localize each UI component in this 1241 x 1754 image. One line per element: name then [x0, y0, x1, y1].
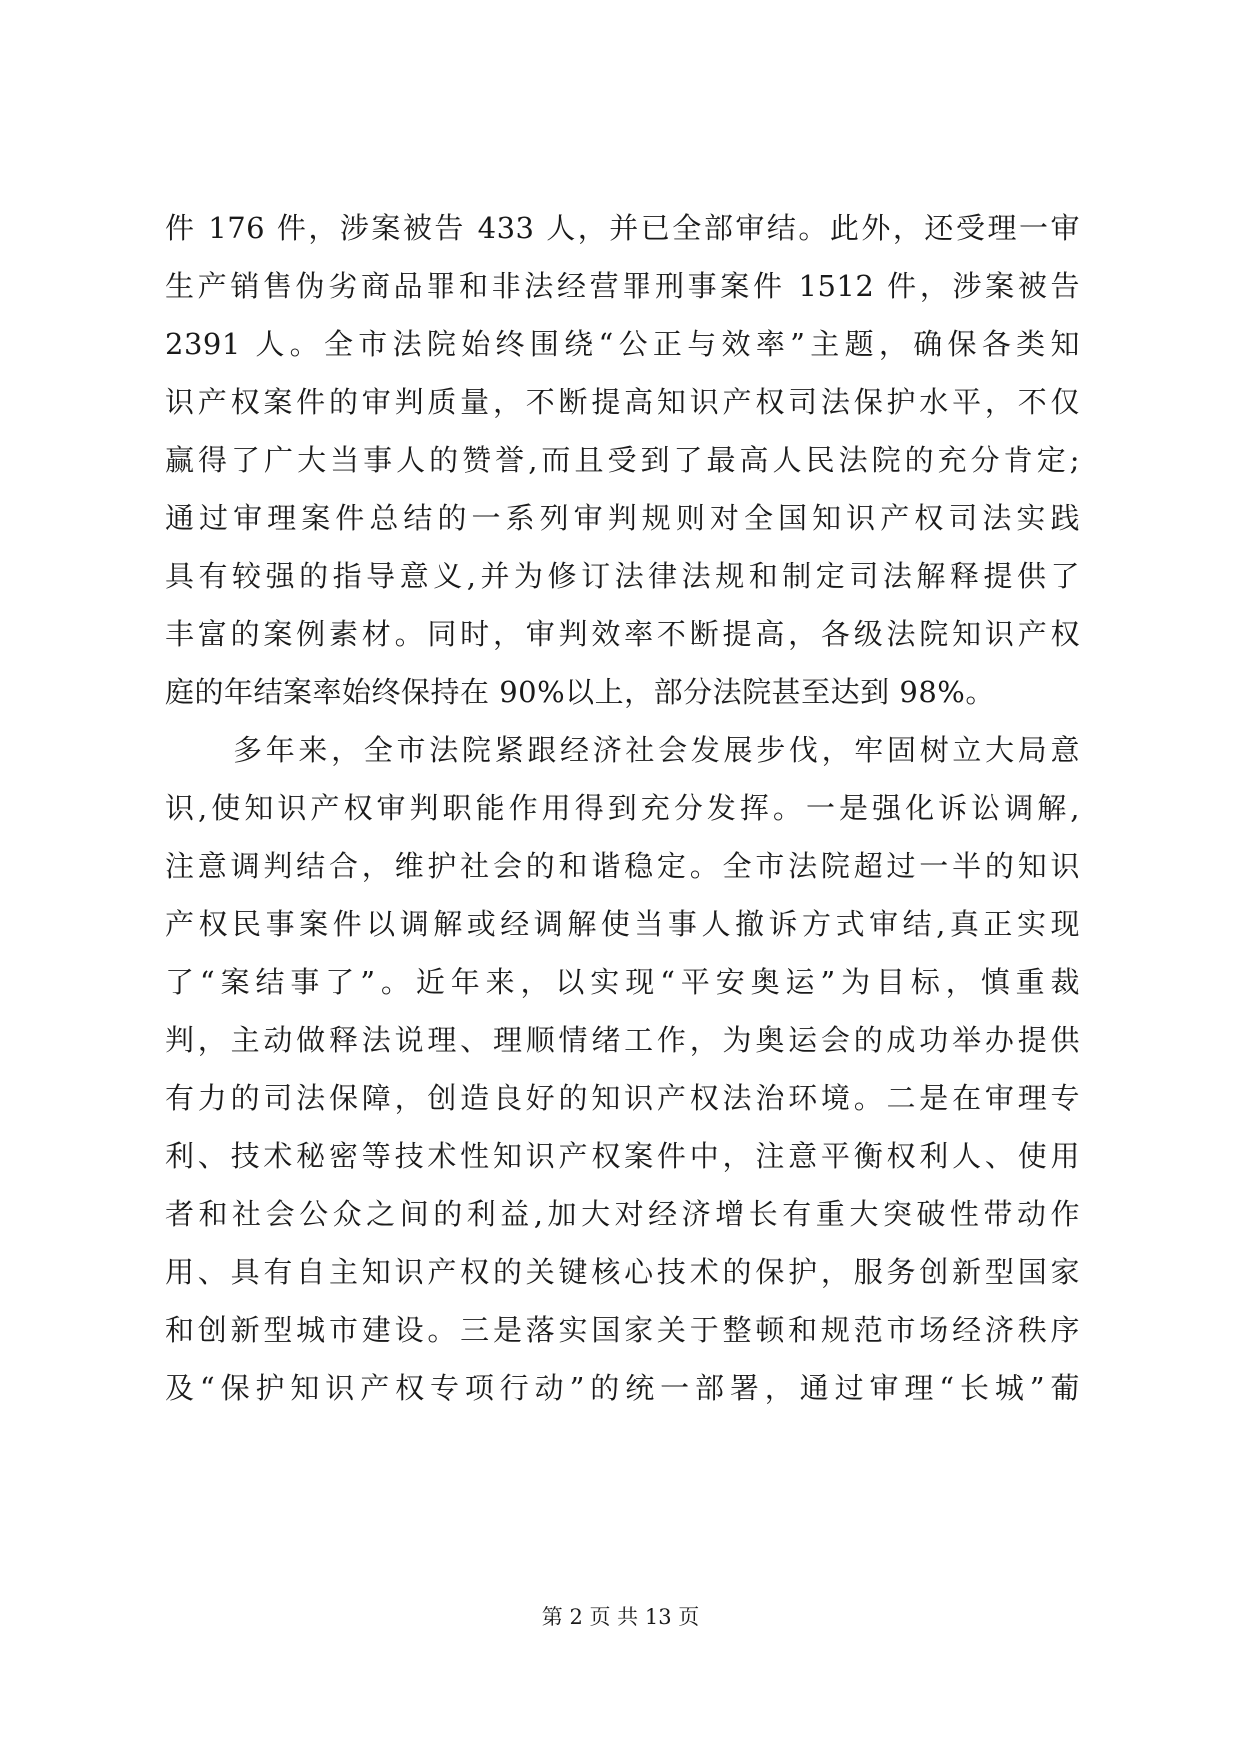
paragraph-1-line-3: 2391 人。全市法院始终围绕“公正与效率”主题，确保各类知	[165, 327, 1080, 361]
paragraph-1-line-6: 通过审理案件总结的一系列审判规则对全国知识产权司法实践	[165, 501, 1080, 535]
paragraph-1-line-4: 识产权案件的审判质量，不断提高知识产权司法保护水平，不仅	[165, 385, 1080, 419]
paragraph-1-line-5: 赢得了广大当事人的赞誉,而且受到了最高人民法院的充分肯定;	[165, 443, 1080, 477]
paragraph-2-line-9: 者和社会公众之间的利益,加大对经济增长有重大突破性带动作	[165, 1197, 1080, 1231]
paragraph-2-line-1: 多年来，全市法院紧跟经济社会发展步伐，牢固树立大局意	[233, 733, 1080, 767]
paragraph-2-line-7: 有力的司法保障，创造良好的知识产权法治环境。二是在审理专	[165, 1081, 1080, 1115]
paragraph-2-line-4: 产权民事案件以调解或经调解使当事人撤诉方式审结,真正实现	[165, 907, 1080, 941]
paragraph-2-line-3: 注意调判结合，维护社会的和谐稳定。全市法院超过一半的知识	[165, 849, 1080, 883]
paragraph-2-line-5: 了“案结事了”。近年来，以实现“平安奥运”为目标，慎重裁	[165, 965, 1080, 999]
paragraph-2-line-11: 和创新型城市建设。三是落实国家关于整顿和规范市场经济秩序	[165, 1313, 1080, 1347]
paragraph-2-line-6: 判，主动做释法说理、理顺情绪工作，为奥运会的成功举办提供	[165, 1023, 1080, 1057]
paragraph-1-line-8: 丰富的案例素材。同时，审判效率不断提高，各级法院知识产权	[165, 617, 1080, 651]
paragraph-2-line-2: 识,使知识产权审判职能作用得到充分发挥。一是强化诉讼调解,	[165, 791, 1080, 825]
page-number-footer: 第 2 页 共 13 页	[541, 1605, 700, 1629]
paragraph-2-line-12: 及“保护知识产权专项行动”的统一部署，通过审理“长城”葡	[165, 1371, 1080, 1405]
paragraph-1-line-2: 生产销售伪劣商品罪和非法经营罪刑事案件 1512 件，涉案被告	[165, 269, 1080, 303]
paragraph-2-line-8: 利、技术秘密等技术性知识产权案件中，注意平衡权利人、使用	[165, 1139, 1080, 1173]
paragraph-2-line-10: 用、具有自主知识产权的关键核心技术的保护，服务创新型国家	[165, 1255, 1080, 1289]
paragraph-1-line-1: 件 176 件，涉案被告 433 人，并已全部审结。此外，还受理一审	[165, 211, 1080, 245]
paragraph-1-line-7: 具有较强的指导意义,并为修订法律法规和制定司法解释提供了	[165, 559, 1080, 593]
paragraph-1-line-9: 庭的年结案率始终保持在 90%以上，部分法院甚至达到 98%。	[165, 675, 995, 709]
